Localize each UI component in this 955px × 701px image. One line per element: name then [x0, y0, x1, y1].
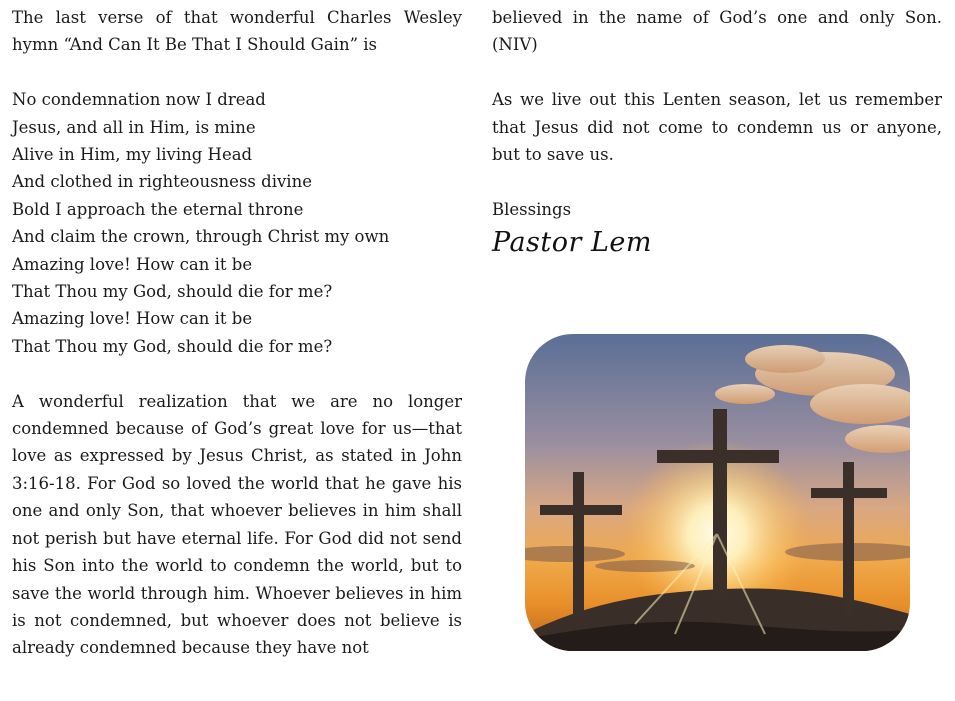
closing-paragraph: As we live out this Lenten season, let us remember that Jesus did not come to condemn us or anyone, but to save us. — [492, 90, 942, 165]
left-column — [12, 4, 462, 662]
three-crosses-sunset-icon — [525, 334, 910, 651]
salutation: Blessings — [492, 199, 572, 219]
hymn-line: Jesus, and all in Him, is mine — [12, 117, 256, 137]
right-column — [492, 4, 942, 263]
hymn-line: Amazing love! How can it be — [12, 254, 253, 274]
hymn-verse — [12, 86, 462, 360]
continuation-paragraph: believed in the name of God’s one and only Son. (NIV) — [492, 8, 942, 55]
body-paragraph: A wonderful realization that we are no longer condemned because of God’s great love for us—that love as expressed by Jesus Christ, as stated in John 3:16-18. For God so loved the world that he gave his one and only Son, that whoever believes in him shall not perish but have eternal life. For God did not send his Son into the world to condemn the world, but to save the world through him. Whoever believes in him is not condemned, but whoever does not believe is already condemned because they have not — [12, 391, 462, 658]
intro-paragraph: The last verse of that wonderful Charles Wesley hymn “And Can It Be That I Should Gain” is — [12, 8, 462, 55]
hymn-line: Amazing love! How can it be — [12, 309, 253, 329]
hymn-line: Bold I approach the eternal throne — [12, 199, 304, 219]
three-crosses-image — [525, 334, 910, 651]
hymn-line: That Thou my God, should die for me? — [12, 336, 333, 356]
hymn-line: No condemnation now I dread — [12, 90, 266, 110]
hymn-line: Alive in Him, my living Head — [12, 145, 253, 165]
hymn-line: And claim the crown, through Christ my own — [12, 227, 390, 247]
hymn-line: That Thou my God, should die for me? — [12, 282, 333, 302]
signature: Pastor Lem — [492, 227, 653, 259]
hymn-line: And clothed in righteousness divine — [12, 172, 312, 192]
